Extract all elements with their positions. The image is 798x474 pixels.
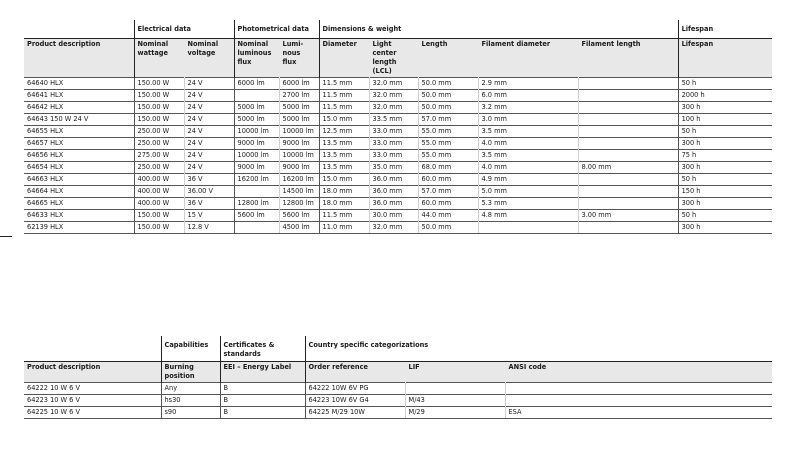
cell-length: 57.0 mm xyxy=(418,186,478,198)
cell-order-reference: 64225 M/29 10W xyxy=(305,407,405,419)
technical-data-table xyxy=(24,20,772,234)
cell-nominal-voltage: 36 V xyxy=(184,198,234,210)
cell-nominal-luminous-flux: 9000 lm xyxy=(234,162,279,174)
cell-product-description: 64665 HLX xyxy=(24,198,134,210)
cell-filament-length xyxy=(578,150,678,162)
table-row xyxy=(24,198,772,210)
cell-nominal-voltage: 24 V xyxy=(184,102,234,114)
cell-filament-diameter: 4.8 mm xyxy=(478,210,578,222)
table-row xyxy=(24,90,772,102)
cell-luminous-flux: 16200 lm xyxy=(279,174,319,186)
cell-lifespan: 300 h xyxy=(678,198,772,210)
group-country-categorizations: Country specific categorizations xyxy=(305,336,772,362)
cell-light-center-length: 33.0 mm xyxy=(369,138,418,150)
group-electrical: Electrical data xyxy=(134,20,234,39)
cell-product-description: 64656 HLX xyxy=(24,150,134,162)
cell-lifespan: 300 h xyxy=(678,162,772,174)
cell-filament-length xyxy=(578,198,678,210)
table-row xyxy=(24,78,772,90)
col-light-center-length: Light center length (LCL) xyxy=(369,39,418,78)
cell-light-center-length: 30.0 mm xyxy=(369,210,418,222)
cell-diameter: 13.5 mm xyxy=(319,162,369,174)
cell-nominal-voltage: 24 V xyxy=(184,90,234,102)
cell-filament-diameter: 3.0 mm xyxy=(478,114,578,126)
cell-nominal-voltage: 24 V xyxy=(184,78,234,90)
cell-diameter: 15.0 mm xyxy=(319,114,369,126)
cell-product-description: 64664 HLX xyxy=(24,186,134,198)
table-row xyxy=(24,150,772,162)
col-lifespan: Lifespan xyxy=(678,39,772,78)
capabilities-table xyxy=(24,336,772,419)
cell-filament-length xyxy=(578,186,678,198)
cell-light-center-length: 35.0 mm xyxy=(369,162,418,174)
cell-lif xyxy=(405,383,505,395)
cell-nominal-luminous-flux: 5600 lm xyxy=(234,210,279,222)
cell-length: 55.0 mm xyxy=(418,126,478,138)
cell-filament-length xyxy=(578,174,678,186)
cell-nominal-luminous-flux: 16200 lm xyxy=(234,174,279,186)
cell-length: 50.0 mm xyxy=(418,222,478,234)
col-nominal-luminous-flux: Nominal luminous flux xyxy=(234,39,279,78)
cell-product-description: 64663 HLX xyxy=(24,174,134,186)
cell-filament-diameter: 2.9 mm xyxy=(478,78,578,90)
table-row xyxy=(24,126,772,138)
cell-order-reference: 64222 10W 6V PG xyxy=(305,383,405,395)
table-row xyxy=(24,174,772,186)
cell-light-center-length: 36.0 mm xyxy=(369,174,418,186)
cell-length: 68.0 mm xyxy=(418,162,478,174)
table-row xyxy=(24,222,772,234)
cell-nominal-voltage: 24 V xyxy=(184,150,234,162)
cell-nominal-luminous-flux: 9000 lm xyxy=(234,138,279,150)
cell-luminous-flux: 2700 lm xyxy=(279,90,319,102)
cell-filament-length: 8.00 mm xyxy=(578,162,678,174)
cell-eei-energy-label: B xyxy=(220,395,305,407)
cell-nominal-wattage: 400.00 W xyxy=(134,186,184,198)
cell-nominal-voltage: 15 V xyxy=(184,210,234,222)
col-luminous-flux: Lumi-nous flux xyxy=(279,39,319,78)
cell-light-center-length: 32.0 mm xyxy=(369,102,418,114)
cell-nominal-wattage: 400.00 W xyxy=(134,174,184,186)
cell-luminous-flux: 5000 lm xyxy=(279,114,319,126)
cell-eei-energy-label: B xyxy=(220,383,305,395)
cell-lifespan: 2000 h xyxy=(678,90,772,102)
cell-burning-position: s90 xyxy=(161,407,220,419)
cell-luminous-flux: 5600 lm xyxy=(279,210,319,222)
cell-light-center-length: 33.0 mm xyxy=(369,150,418,162)
col-diameter: Diameter xyxy=(319,39,369,78)
cell-nominal-voltage: 24 V xyxy=(184,138,234,150)
cell-light-center-length: 33.0 mm xyxy=(369,126,418,138)
cell-nominal-voltage: 36 V xyxy=(184,174,234,186)
cell-nominal-wattage: 150.00 W xyxy=(134,114,184,126)
cell-nominal-wattage: 150.00 W xyxy=(134,210,184,222)
table-row xyxy=(24,162,772,174)
cell-filament-length xyxy=(578,126,678,138)
cell-product-description: 64642 HLX xyxy=(24,102,134,114)
cell-filament-length xyxy=(578,114,678,126)
cell-filament-length xyxy=(578,222,678,234)
group-header-row xyxy=(24,20,772,39)
cell-filament-length xyxy=(578,78,678,90)
cell-filament-diameter: 3.5 mm xyxy=(478,126,578,138)
cell-order-reference: 64223 10W 6V G4 xyxy=(305,395,405,407)
cell-product-description: 64225 10 W 6 V xyxy=(24,407,161,419)
col-burning-position: Burning position xyxy=(161,362,220,383)
cell-length: 57.0 mm xyxy=(418,114,478,126)
cell-nominal-wattage: 250.00 W xyxy=(134,138,184,150)
cell-nominal-wattage: 400.00 W xyxy=(134,198,184,210)
cell-filament-length: 3.00 mm xyxy=(578,210,678,222)
cell-diameter: 12.5 mm xyxy=(319,126,369,138)
cell-length: 55.0 mm xyxy=(418,138,478,150)
cell-nominal-wattage: 150.00 W xyxy=(134,102,184,114)
cell-length: 50.0 mm xyxy=(418,90,478,102)
cell-product-description: 64654 HLX xyxy=(24,162,134,174)
cell-filament-diameter: 3.2 mm xyxy=(478,102,578,114)
cell-product-description: 64640 HLX xyxy=(24,78,134,90)
cell-luminous-flux: 9000 lm xyxy=(279,138,319,150)
cell-nominal-wattage: 250.00 W xyxy=(134,126,184,138)
cell-lifespan: 150 h xyxy=(678,186,772,198)
col-filament-length: Filament length xyxy=(578,39,678,78)
cell-filament-diameter: 3.5 mm xyxy=(478,150,578,162)
cell-filament-diameter xyxy=(478,222,578,234)
cell-product-description: 64657 HLX xyxy=(24,138,134,150)
cell-luminous-flux: 12800 lm xyxy=(279,198,319,210)
cell-product-description: 64641 HLX xyxy=(24,90,134,102)
cell-luminous-flux: 10000 lm xyxy=(279,150,319,162)
cell-product-description: 64643 150 W 24 V xyxy=(24,114,134,126)
group-lifespan: Lifespan xyxy=(678,20,772,39)
cell-diameter: 11.5 mm xyxy=(319,102,369,114)
cell-filament-diameter: 5.3 mm xyxy=(478,198,578,210)
cell-lifespan: 50 h xyxy=(678,210,772,222)
group-certificates: Certificates & standards xyxy=(220,336,305,362)
cell-lif: M/43 xyxy=(405,395,505,407)
cell-nominal-luminous-flux: 5000 lm xyxy=(234,102,279,114)
cell-lifespan: 300 h xyxy=(678,102,772,114)
cell-nominal-wattage: 250.00 W xyxy=(134,162,184,174)
cell-diameter: 11.5 mm xyxy=(319,90,369,102)
group-dimensions: Dimensions & weight xyxy=(319,20,678,39)
cell-nominal-wattage: 275.00 W xyxy=(134,150,184,162)
group-photometrical: Photometrical data xyxy=(234,20,319,39)
cell-nominal-voltage: 24 V xyxy=(184,162,234,174)
cell-length: 55.0 mm xyxy=(418,150,478,162)
cell-burning-position: Any xyxy=(161,383,220,395)
cell-nominal-voltage: 24 V xyxy=(184,114,234,126)
cell-filament-diameter: 4.9 mm xyxy=(478,174,578,186)
cell-diameter: 11.5 mm xyxy=(319,210,369,222)
cell-nominal-luminous-flux: 12800 lm xyxy=(234,198,279,210)
cell-light-center-length: 32.0 mm xyxy=(369,222,418,234)
cell-light-center-length: 33.5 mm xyxy=(369,114,418,126)
cell-ansi-code xyxy=(505,395,772,407)
cell-product-description: 62139 HLX xyxy=(24,222,134,234)
cell-light-center-length: 32.0 mm xyxy=(369,90,418,102)
cell-filament-diameter: 5.0 mm xyxy=(478,186,578,198)
cell-length: 60.0 mm xyxy=(418,174,478,186)
cell-filament-length xyxy=(578,90,678,102)
cell-luminous-flux: 6000 lm xyxy=(279,78,319,90)
cell-diameter: 13.5 mm xyxy=(319,150,369,162)
table-row xyxy=(24,138,772,150)
cell-length: 50.0 mm xyxy=(418,102,478,114)
cell-nominal-luminous-flux: 6000 lm xyxy=(234,78,279,90)
cell-nominal-wattage: 150.00 W xyxy=(134,90,184,102)
table-row xyxy=(24,186,772,198)
col-product-description: Product description xyxy=(24,39,134,78)
cell-filament-diameter: 4.0 mm xyxy=(478,162,578,174)
cell-lifespan: 300 h xyxy=(678,222,772,234)
group-capabilities: Capabilities xyxy=(161,336,220,362)
cell-light-center-length: 36.0 mm xyxy=(369,198,418,210)
cell-burning-position: hs30 xyxy=(161,395,220,407)
cell-filament-diameter: 6.0 mm xyxy=(478,90,578,102)
cell-eei-energy-label: B xyxy=(220,407,305,419)
margin-mark xyxy=(0,236,12,237)
col-nominal-voltage: Nominal voltage xyxy=(184,39,234,78)
cell-nominal-luminous-flux xyxy=(234,90,279,102)
cell-product-description: 64633 HLX xyxy=(24,210,134,222)
cell-diameter: 15.0 mm xyxy=(319,174,369,186)
cell-product-description: 64222 10 W 6 V xyxy=(24,383,161,395)
table-row xyxy=(24,114,772,126)
cell-diameter: 11.5 mm xyxy=(319,78,369,90)
table-row xyxy=(24,407,772,419)
cell-nominal-luminous-flux: 10000 lm xyxy=(234,126,279,138)
col-nominal-wattage: Nominal wattage xyxy=(134,39,184,78)
cell-luminous-flux: 5000 lm xyxy=(279,102,319,114)
cell-nominal-luminous-flux: 5000 lm xyxy=(234,114,279,126)
cell-filament-length xyxy=(578,102,678,114)
cell-lifespan: 50 h xyxy=(678,174,772,186)
cell-luminous-flux: 10000 lm xyxy=(279,126,319,138)
col-length: Length xyxy=(418,39,478,78)
cell-diameter: 18.0 mm xyxy=(319,186,369,198)
cell-diameter: 11.0 mm xyxy=(319,222,369,234)
table-row xyxy=(24,383,772,395)
cell-luminous-flux: 4500 lm xyxy=(279,222,319,234)
table-row xyxy=(24,210,772,222)
col-order-reference: Order reference xyxy=(305,362,405,383)
column-header-row xyxy=(24,362,772,383)
col-lif: LIF xyxy=(405,362,505,383)
cell-nominal-voltage: 36.00 V xyxy=(184,186,234,198)
cell-nominal-voltage: 12.8 V xyxy=(184,222,234,234)
cell-product-description: 64223 10 W 6 V xyxy=(24,395,161,407)
cell-length: 44.0 mm xyxy=(418,210,478,222)
cell-light-center-length: 32.0 mm xyxy=(369,78,418,90)
cell-filament-diameter: 4.0 mm xyxy=(478,138,578,150)
col-eei-energy-label: EEI – Energy Label xyxy=(220,362,305,383)
cell-lifespan: 50 h xyxy=(678,126,772,138)
cell-nominal-wattage: 150.00 W xyxy=(134,78,184,90)
table-row xyxy=(24,395,772,407)
cell-lifespan: 100 h xyxy=(678,114,772,126)
col-filament-diameter: Filament diameter xyxy=(478,39,578,78)
cell-nominal-luminous-flux: 10000 lm xyxy=(234,150,279,162)
cell-nominal-wattage: 150.00 W xyxy=(134,222,184,234)
cell-luminous-flux: 9000 lm xyxy=(279,162,319,174)
cell-length: 60.0 mm xyxy=(418,198,478,210)
cell-ansi-code xyxy=(505,383,772,395)
column-header-row xyxy=(24,39,772,78)
cell-lifespan: 50 h xyxy=(678,78,772,90)
cell-filament-length xyxy=(578,138,678,150)
cell-diameter: 13.5 mm xyxy=(319,138,369,150)
cell-ansi-code: ESA xyxy=(505,407,772,419)
cell-diameter: 18.0 mm xyxy=(319,198,369,210)
col-ansi-code: ANSI code xyxy=(505,362,772,383)
cell-lifespan: 300 h xyxy=(678,138,772,150)
cell-lif: M/29 xyxy=(405,407,505,419)
cell-product-description: 64655 HLX xyxy=(24,126,134,138)
col-product-description: Product description xyxy=(24,362,161,383)
cell-length: 50.0 mm xyxy=(418,78,478,90)
cell-lifespan: 75 h xyxy=(678,150,772,162)
cell-light-center-length: 36.0 mm xyxy=(369,186,418,198)
cell-nominal-luminous-flux xyxy=(234,222,279,234)
group-header-row xyxy=(24,336,772,362)
cell-nominal-luminous-flux xyxy=(234,186,279,198)
table-row xyxy=(24,102,772,114)
cell-luminous-flux: 14500 lm xyxy=(279,186,319,198)
cell-nominal-voltage: 24 V xyxy=(184,126,234,138)
